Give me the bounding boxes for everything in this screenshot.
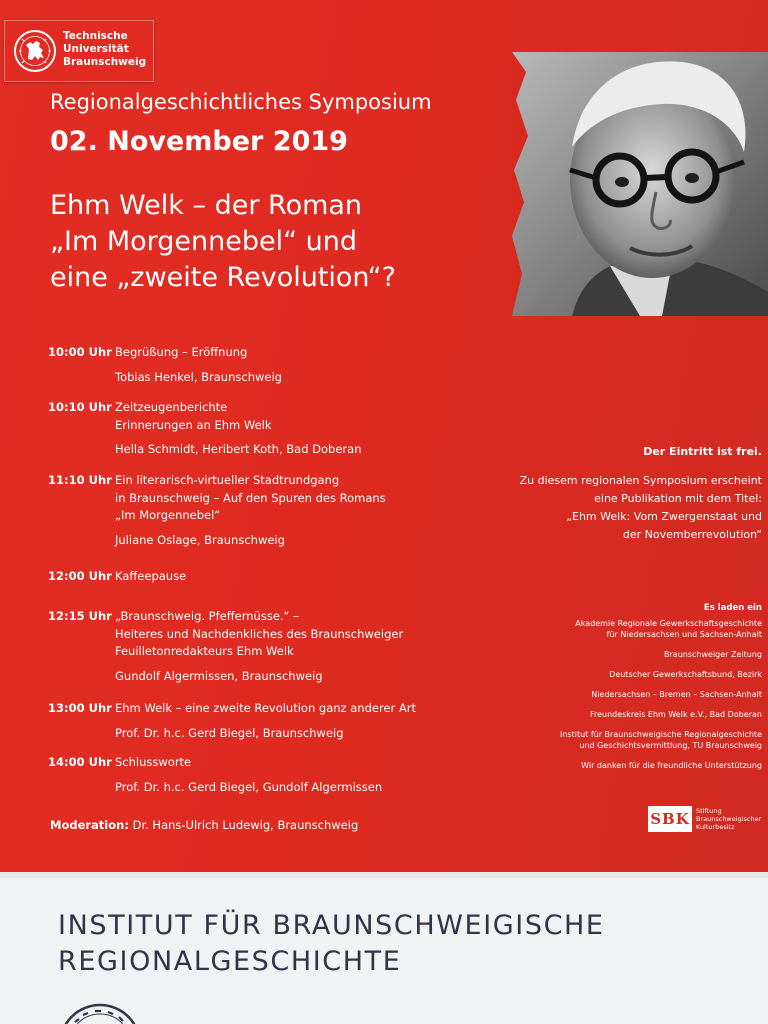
- thanks-note: Wir danken für die freundliche Unterstützung: [581, 761, 762, 770]
- sbk-name-line: Braunschweigischer: [696, 815, 762, 823]
- sbk-sponsor-logo: [648, 806, 766, 834]
- slot-topic: „Braunschweig. Pfeffernüsse.“ –: [115, 609, 299, 623]
- slot-time: 10:10 Uhr: [48, 400, 112, 414]
- host-line: für Niedersachsen und Sachsen-Anhalt: [606, 630, 762, 639]
- host-entry: [502, 618, 762, 640]
- slot-time: 12:00 Uhr: [48, 569, 112, 583]
- sbk-name: [696, 807, 761, 831]
- slot-topic: Feuilletonredakteurs Ehm Welk: [115, 644, 294, 658]
- publication-line: der Novemberrevolution“: [622, 528, 762, 541]
- admission-note: Der Eintritt ist frei.: [643, 445, 762, 458]
- slot-body: [115, 608, 455, 685]
- slot-topic: Kaffeepause: [115, 569, 187, 583]
- institute-name-line: REGIONALGESCHICHTE: [58, 946, 402, 977]
- host-entry: [502, 649, 762, 660]
- publication-line: eine Publikation mit dem Titel:: [594, 492, 762, 505]
- host-line: Freundeskreis Ehm Welk e.V., Bad Doberan: [589, 710, 762, 719]
- ehm-welk-portrait: [512, 52, 768, 316]
- slot-topic: Zeitzeugenberichte: [115, 400, 228, 414]
- event-title-line: „Im Morgennebel“ und: [50, 226, 358, 257]
- publication-note: [492, 472, 762, 544]
- slot-topic: Ein literarisch-virtueller Stadtrundgang: [115, 473, 340, 487]
- slot-topic: Schlussworte: [115, 755, 192, 769]
- slot-body: [115, 344, 455, 386]
- host-entry: [502, 729, 762, 751]
- lion-crest-icon: [13, 29, 57, 73]
- slot-time: 12:15 Uhr: [48, 609, 112, 623]
- host-line: und Geschichtsvermittlung, TU Braunschweig: [579, 741, 762, 750]
- slot-topic: „Im Morgennebel“: [115, 508, 221, 522]
- host-entry: [502, 709, 762, 720]
- slot-time: 11:10 Uhr: [48, 473, 112, 487]
- slot-speaker: Tobias Henkel, Braunschweig: [115, 369, 282, 384]
- moderation-label: Moderation:: [50, 818, 129, 832]
- portrait-photo-icon: [512, 52, 768, 316]
- institute-panel: [0, 872, 768, 1024]
- event-title: [50, 188, 396, 296]
- publication-line: Zu diesem regionalen Symposium erscheint: [519, 474, 762, 487]
- slot-time: 14:00 Uhr: [48, 755, 112, 769]
- event-type: Regionalgeschichtliches Symposium: [50, 90, 432, 114]
- moderation-name: Dr. Hans-Ulrich Ludewig, Braunschweig: [132, 818, 359, 832]
- slot-body: [115, 399, 455, 459]
- host-line: Deutscher Gewerkschaftsbund, Bezirk: [609, 670, 762, 679]
- event-date: 02. November 2019: [50, 126, 348, 157]
- sbk-name-line: Stiftung: [696, 807, 722, 815]
- university-name-line: Braunschweig: [63, 56, 147, 68]
- host-line: Niedersachsen – Bremen – Sachsen-Anhalt: [591, 690, 762, 699]
- host-entry: [502, 669, 762, 680]
- slot-topic: in Braunschweig – Auf den Spuren des Romans: [115, 490, 386, 505]
- institute-name: [58, 908, 605, 980]
- university-name-line: Universität: [63, 43, 129, 55]
- slot-topic: Erinnerungen an Ehm Welk: [115, 417, 272, 432]
- host-entry: [502, 689, 762, 700]
- institute-seal-icon: [55, 1000, 145, 1024]
- slot-speaker: Juliane Oslage, Braunschweig: [115, 532, 285, 547]
- host-line: Akademie Regionale Gewerkschaftsgeschichte: [575, 619, 762, 628]
- university-name: [63, 30, 146, 69]
- slot-topic: Ehm Welk – eine zweite Revolution ganz anderer Art: [115, 701, 416, 715]
- host-line: Braunschweiger Zeitung: [664, 650, 762, 659]
- slot-speaker: Hella Schmidt, Heribert Koth, Bad Doberan: [115, 442, 362, 456]
- slot-body: [115, 568, 455, 586]
- publication-line: „Ehm Welk: Vom Zwergenstaat und: [566, 510, 762, 523]
- institute-name-line: INSTITUT FÜR BRAUNSCHWEIGISCHE: [58, 910, 605, 941]
- slot-body: [115, 472, 455, 549]
- sbk-mark: SBK: [648, 806, 692, 832]
- host-line: Institut für Braunschweigische Regionalgeschichte: [559, 730, 762, 739]
- event-title-line: eine „zweite Revolution“?: [50, 262, 396, 293]
- slot-body: [115, 700, 455, 742]
- slot-speaker: Prof. Dr. h.c. Gerd Biegel, Gundolf Algermissen: [115, 779, 383, 794]
- slot-time: 10:00 Uhr: [48, 345, 112, 359]
- slot-topic: Begrüßung – Eröffnung: [115, 345, 248, 359]
- hosts-heading: Es laden ein: [703, 603, 762, 613]
- sbk-name-line: Kulturbesitz: [696, 823, 735, 831]
- slot-topic: Heiteres und Nachdenkliches des Braunschweiger: [115, 626, 404, 641]
- university-name-line: Technische: [63, 30, 128, 42]
- slot-body: [115, 754, 455, 796]
- slot-speaker: Prof. Dr. h.c. Gerd Biegel, Braunschweig: [115, 725, 344, 740]
- tu-braunschweig-logo: [4, 20, 154, 82]
- event-title-line: Ehm Welk – der Roman: [50, 190, 363, 221]
- slot-time: 13:00 Uhr: [48, 701, 112, 715]
- moderation-line: [50, 818, 358, 832]
- hosts-list: [502, 603, 762, 771]
- slot-speaker: Gundolf Algermissen, Braunschweig: [115, 668, 323, 683]
